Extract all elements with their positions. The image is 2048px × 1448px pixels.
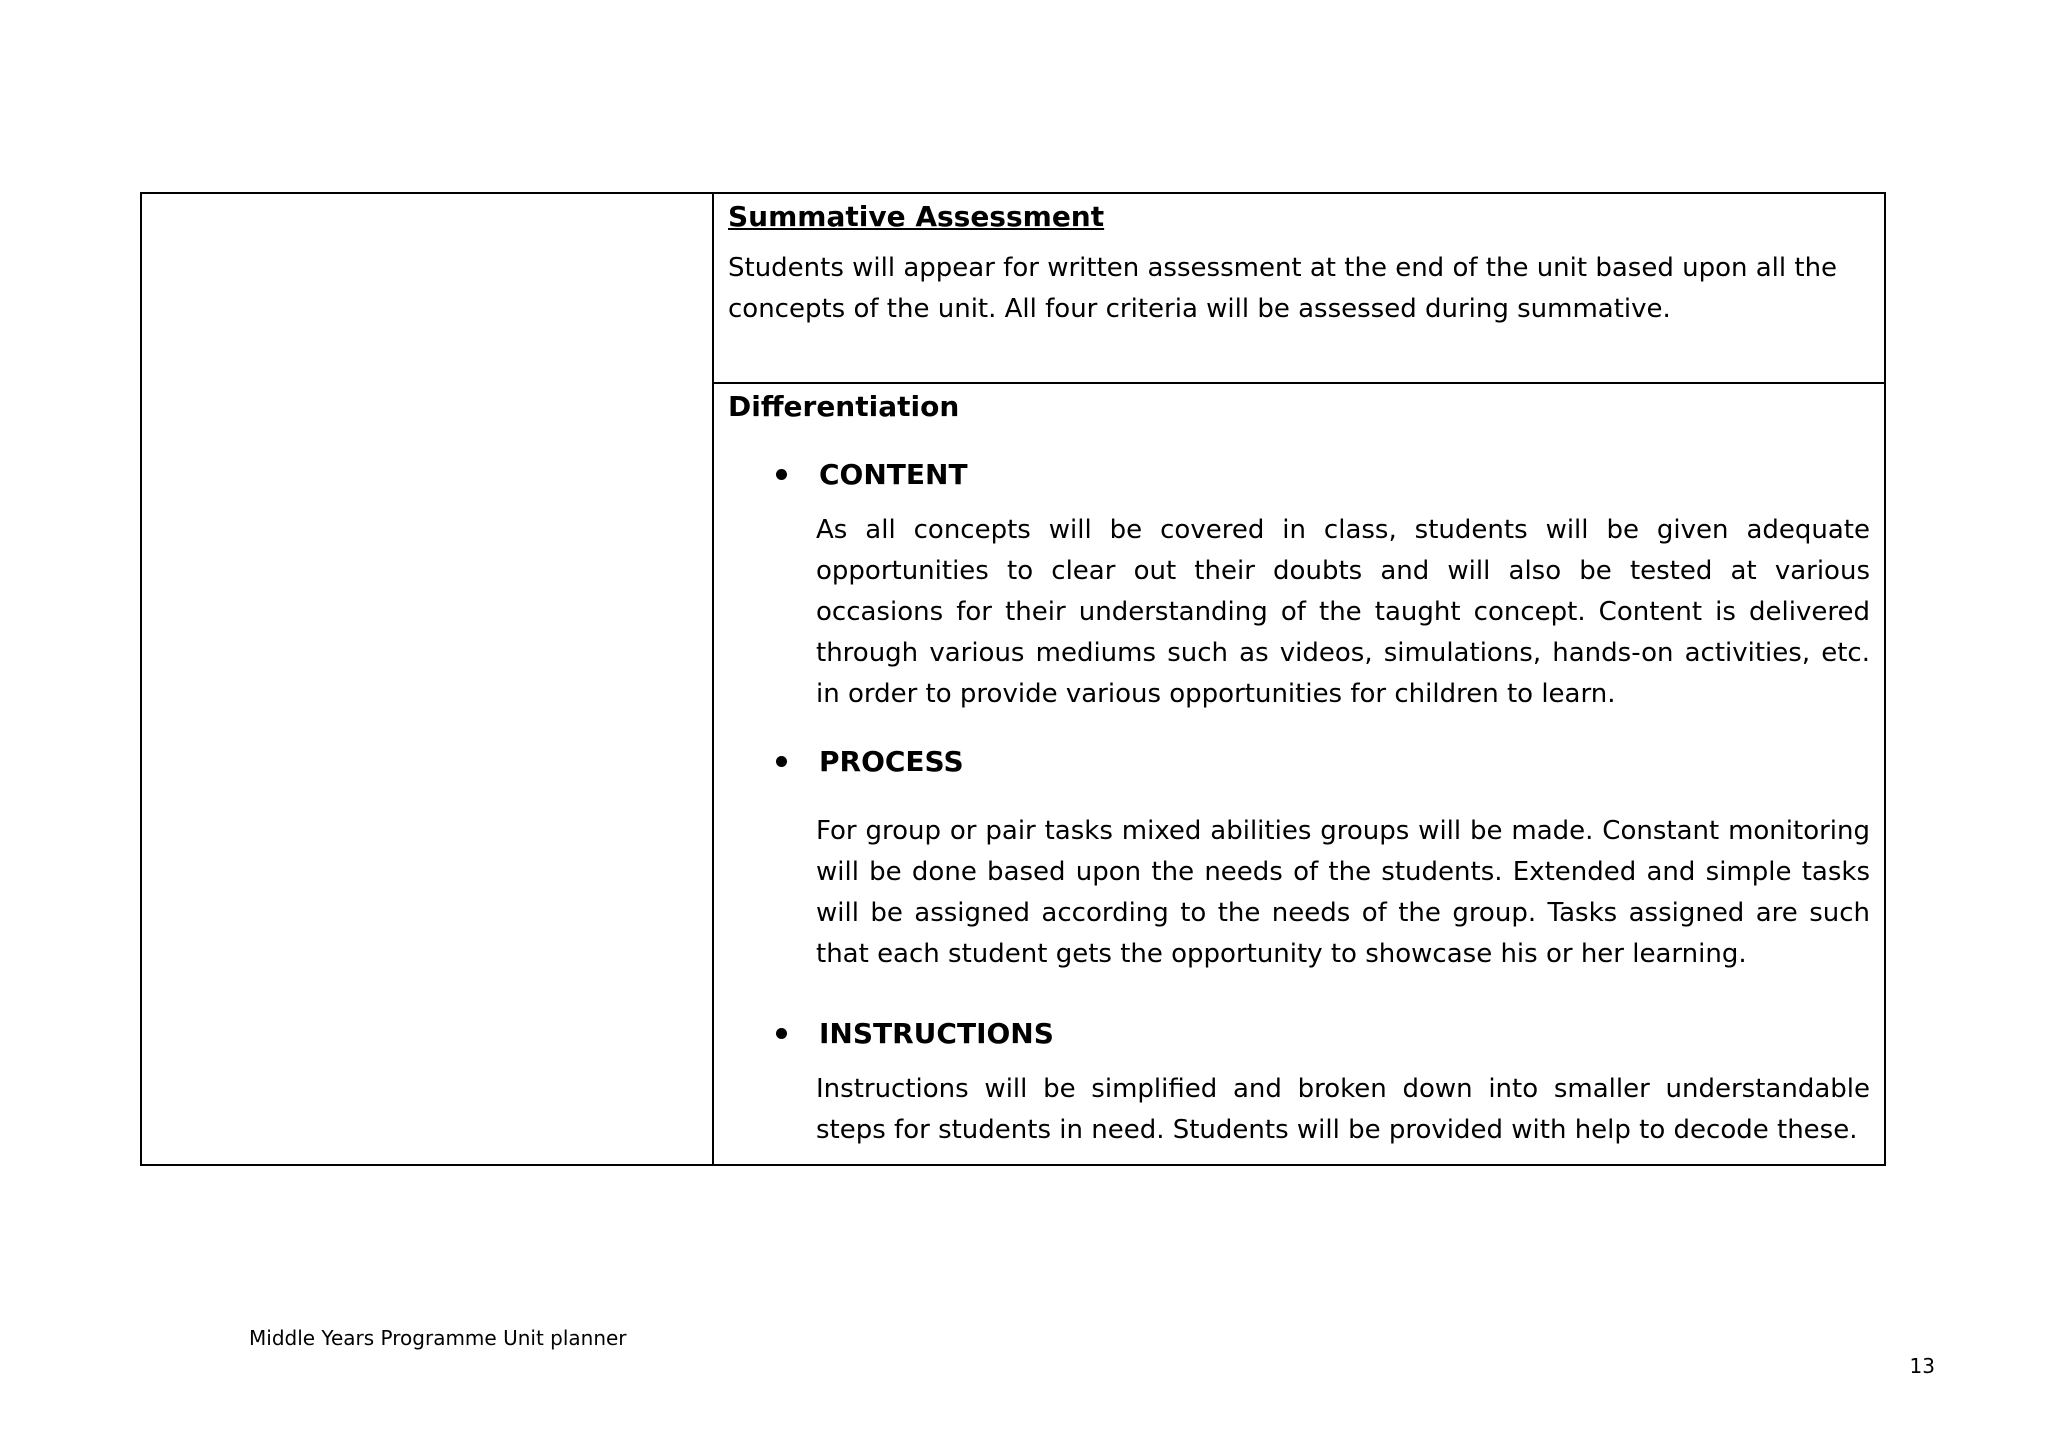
differentiation-item-content [728,454,1870,715]
bullet-icon [776,756,787,767]
bullet-label-instructions: INSTRUCTIONS [819,1016,1054,1050]
bullet-row [776,1013,1870,1053]
differentiation-cell [714,384,1884,1164]
summative-assessment-heading: Summative Assessment [728,200,1105,233]
bullet-label-process: PROCESS [819,744,964,778]
footer-document-title: Middle Years Programme Unit planner [249,1326,627,1350]
differentiation-item-process [728,741,1870,975]
bullet-text-instructions: Instructions will be simplified and broken down into smaller understandable steps for students in need. Students will be provided with help to decode these. [816,1074,1870,1145]
summative-assessment-text: Students will appear for written assessment at the end of the unit based upon all the concepts of the unit. All four criteria will be assessed during summative. [728,253,1838,324]
bullet-icon [776,1028,787,1039]
bullet-row [776,741,1870,781]
bullet-icon [776,469,787,480]
empty-left-cell [142,194,714,1164]
bullet-text-content: As all concepts will be covered in class, students will be given adequate opportunities to clear out their doubts and will also be tested at various occasions for their understanding of the taught concept. Content is delivered through various mediums such as videos, simulations, hands-on activities, etc. in order to provide various opportunities for children to learn. [816,515,1870,709]
page-number: 13 [1909,1354,1935,1378]
bullet-text-process: For group or pair tasks mixed abilities groups will be made. Constant monitoring will be done based upon the needs of the students. Extended and simple tasks will be assigned according to the needs of the group. Tasks assigned are such that each student gets the opportunity to showcase his or her learning. [816,816,1870,969]
differentiation-item-instructions [728,1013,1870,1151]
differentiation-heading: Differentiation [728,390,960,423]
bullet-label-content: CONTENT [819,457,968,491]
assessment-column [714,194,1884,1164]
unit-planner-table [140,192,1886,1166]
bullet-row [776,454,1870,494]
summative-assessment-cell [714,194,1884,384]
